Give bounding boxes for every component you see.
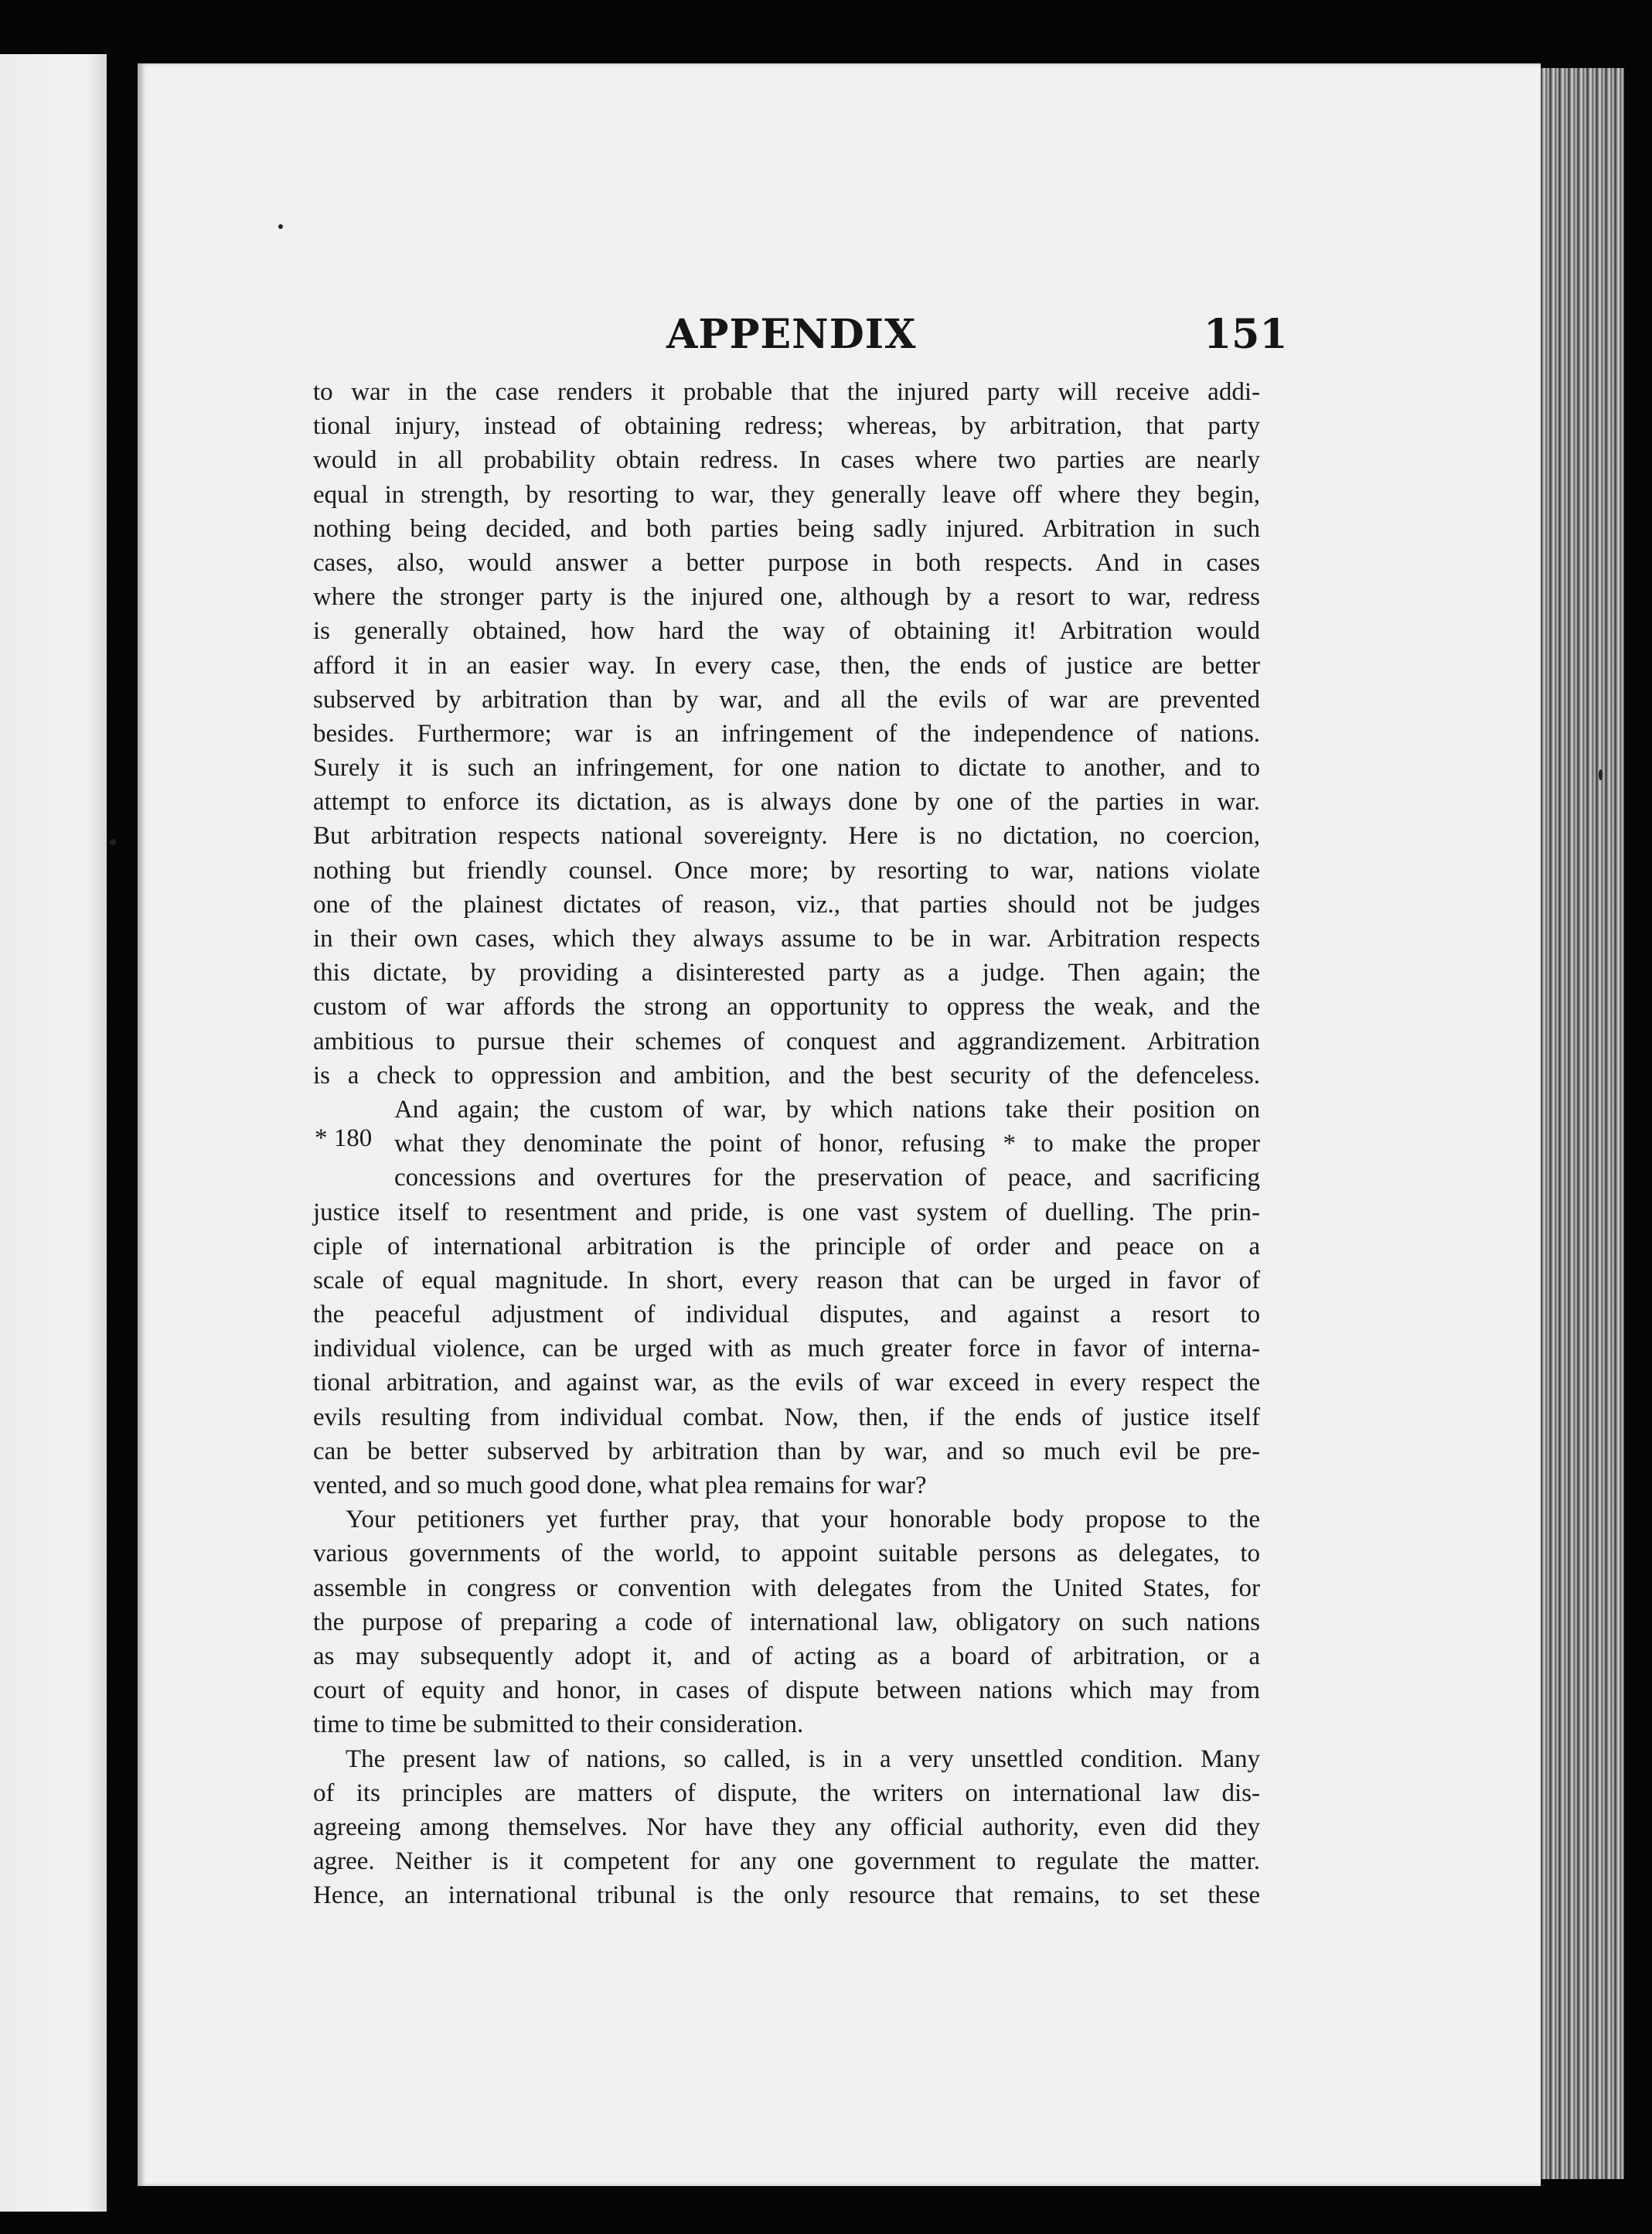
dust-speck — [110, 839, 116, 845]
text-line: Surely it is such an infringement, for one nation to dictate to another, and to — [313, 754, 1260, 783]
text-line: this dictate, by providing a disinterested party as a judge. Then again; the — [313, 959, 1260, 987]
text-line: is a check to oppression and ambition, and the best security of the defenceless. — [313, 1061, 1260, 1090]
text-line: what they denominate the point of honor, refusing * to make the proper — [394, 1130, 1260, 1158]
page-number: 151 — [1204, 311, 1288, 358]
text-line: individual violence, can be urged with as much greater force in favor of interna- — [313, 1335, 1260, 1363]
text-line: scale of equal magnitude. In short, every reason that can be urged in favor of — [313, 1266, 1260, 1294]
text-line: tional injury, instead of obtaining redress; whereas, by arbitration, that party — [313, 412, 1260, 441]
text-line: tional arbitration, and against war, as the evils of war exceed in every respect the — [313, 1369, 1260, 1397]
dust-speck — [278, 224, 283, 229]
text-line: Hence, an international tribunal is the only resource that remains, to set these — [313, 1881, 1260, 1910]
page-stack-edge — [1541, 68, 1624, 2179]
text-line: Your petitioners yet further pray, that your honorable body propose to the — [346, 1506, 1260, 1534]
dust-speck — [1599, 769, 1603, 780]
text-line: the purpose of preparing a code of international law, obligatory on such nations — [313, 1608, 1260, 1636]
text-line: court of equity and honor, in cases of dispute between nations which may from — [313, 1676, 1260, 1705]
text-line: in their own cases, which they always assume to be in war. Arbitration respects — [313, 925, 1260, 953]
text-line: various governments of the world, to appoint suitable persons as delegates, to — [313, 1540, 1260, 1568]
text-line: ambitious to pursue their schemes of conquest and aggrandizement. Arbitration — [313, 1027, 1260, 1056]
text-line: is generally obtained, how hard the way of obtaining it! Arbitration would — [313, 617, 1260, 646]
text-line: assemble in congress or convention with delegates from the United States, for — [313, 1574, 1260, 1602]
text-line: ciple of international arbitration is the principle of order and peace on a — [313, 1232, 1260, 1260]
text-line: of its principles are matters of dispute, the writers on international law dis- — [313, 1779, 1260, 1807]
text-line: the peaceful adjustment of individual disputes, and against a resort to — [313, 1301, 1260, 1329]
text-line: And again; the custom of war, by which nations take their position on — [394, 1095, 1260, 1124]
text-line: custom of war affords the strong an opportunity to oppress the weak, and the — [313, 993, 1260, 1022]
text-line: nothing being decided, and both parties being sadly injured. Arbitration in such — [313, 514, 1260, 543]
text-line: evils resulting from individual combat. Now, then, if the ends of justice itself — [313, 1403, 1260, 1431]
facing-page-edge — [0, 54, 107, 2212]
body-text — [313, 375, 1260, 1912]
text-line: But arbitration respects national sovereignty. Here is no dictation, no coercion, — [313, 822, 1260, 851]
text-line: cases, also, would answer a better purpose in both respects. And in cases — [313, 548, 1260, 577]
running-header: APPENDIX — [666, 311, 917, 358]
margin-page-reference: * 180 — [315, 1124, 373, 1152]
text-line: besides. Furthermore; war is an infringement of the independence of nations. — [313, 719, 1260, 748]
text-line: agree. Neither is it competent for any one government to regulate the matter. — [313, 1847, 1260, 1876]
text-line: agreeing among themselves. Nor have they any official authority, even did they — [313, 1813, 1260, 1841]
text-line: equal in strength, by resorting to war, they generally leave off where they begin, — [313, 480, 1260, 509]
text-line: where the stronger party is the injured one, although by a resort to war, redress — [313, 583, 1260, 612]
text-line: concessions and overtures for the preservation of peace, and sacrificing — [394, 1164, 1260, 1192]
text-line: one of the plainest dictates of reason, viz., that parties should not be judges — [313, 890, 1260, 919]
text-line: justice itself to resentment and pride, is one vast system of duelling. The prin- — [313, 1198, 1260, 1226]
text-line: afford it in an easier way. In every case, then, the ends of justice are better — [313, 651, 1260, 680]
text-line: vented, and so much good done, what plea remains for war? — [313, 1472, 927, 1499]
text-line: nothing but friendly counsel. Once more; by resorting to war, nations violate — [313, 856, 1260, 885]
text-line: The present law of nations, so called, is in a very unsettled condition. Many — [346, 1745, 1260, 1773]
text-line: can be better subserved by arbitration than by war, and so much evil be pre- — [313, 1437, 1260, 1465]
text-line: to war in the case renders it probable that the injured party will receive addi- — [313, 378, 1260, 406]
text-line: attempt to enforce its dictation, as is always done by one of the parties in war. — [313, 788, 1260, 817]
text-line: time to time be submitted to their consideration. — [313, 1710, 804, 1739]
text-line: as may subsequently adopt it, and of acting as a board of arbitration, or a — [313, 1642, 1260, 1670]
text-line: would in all probability obtain redress. In cases where two parties are nearly — [313, 446, 1260, 475]
text-line: subserved by arbitration than by war, and all the evils of war are prevented — [313, 685, 1260, 714]
